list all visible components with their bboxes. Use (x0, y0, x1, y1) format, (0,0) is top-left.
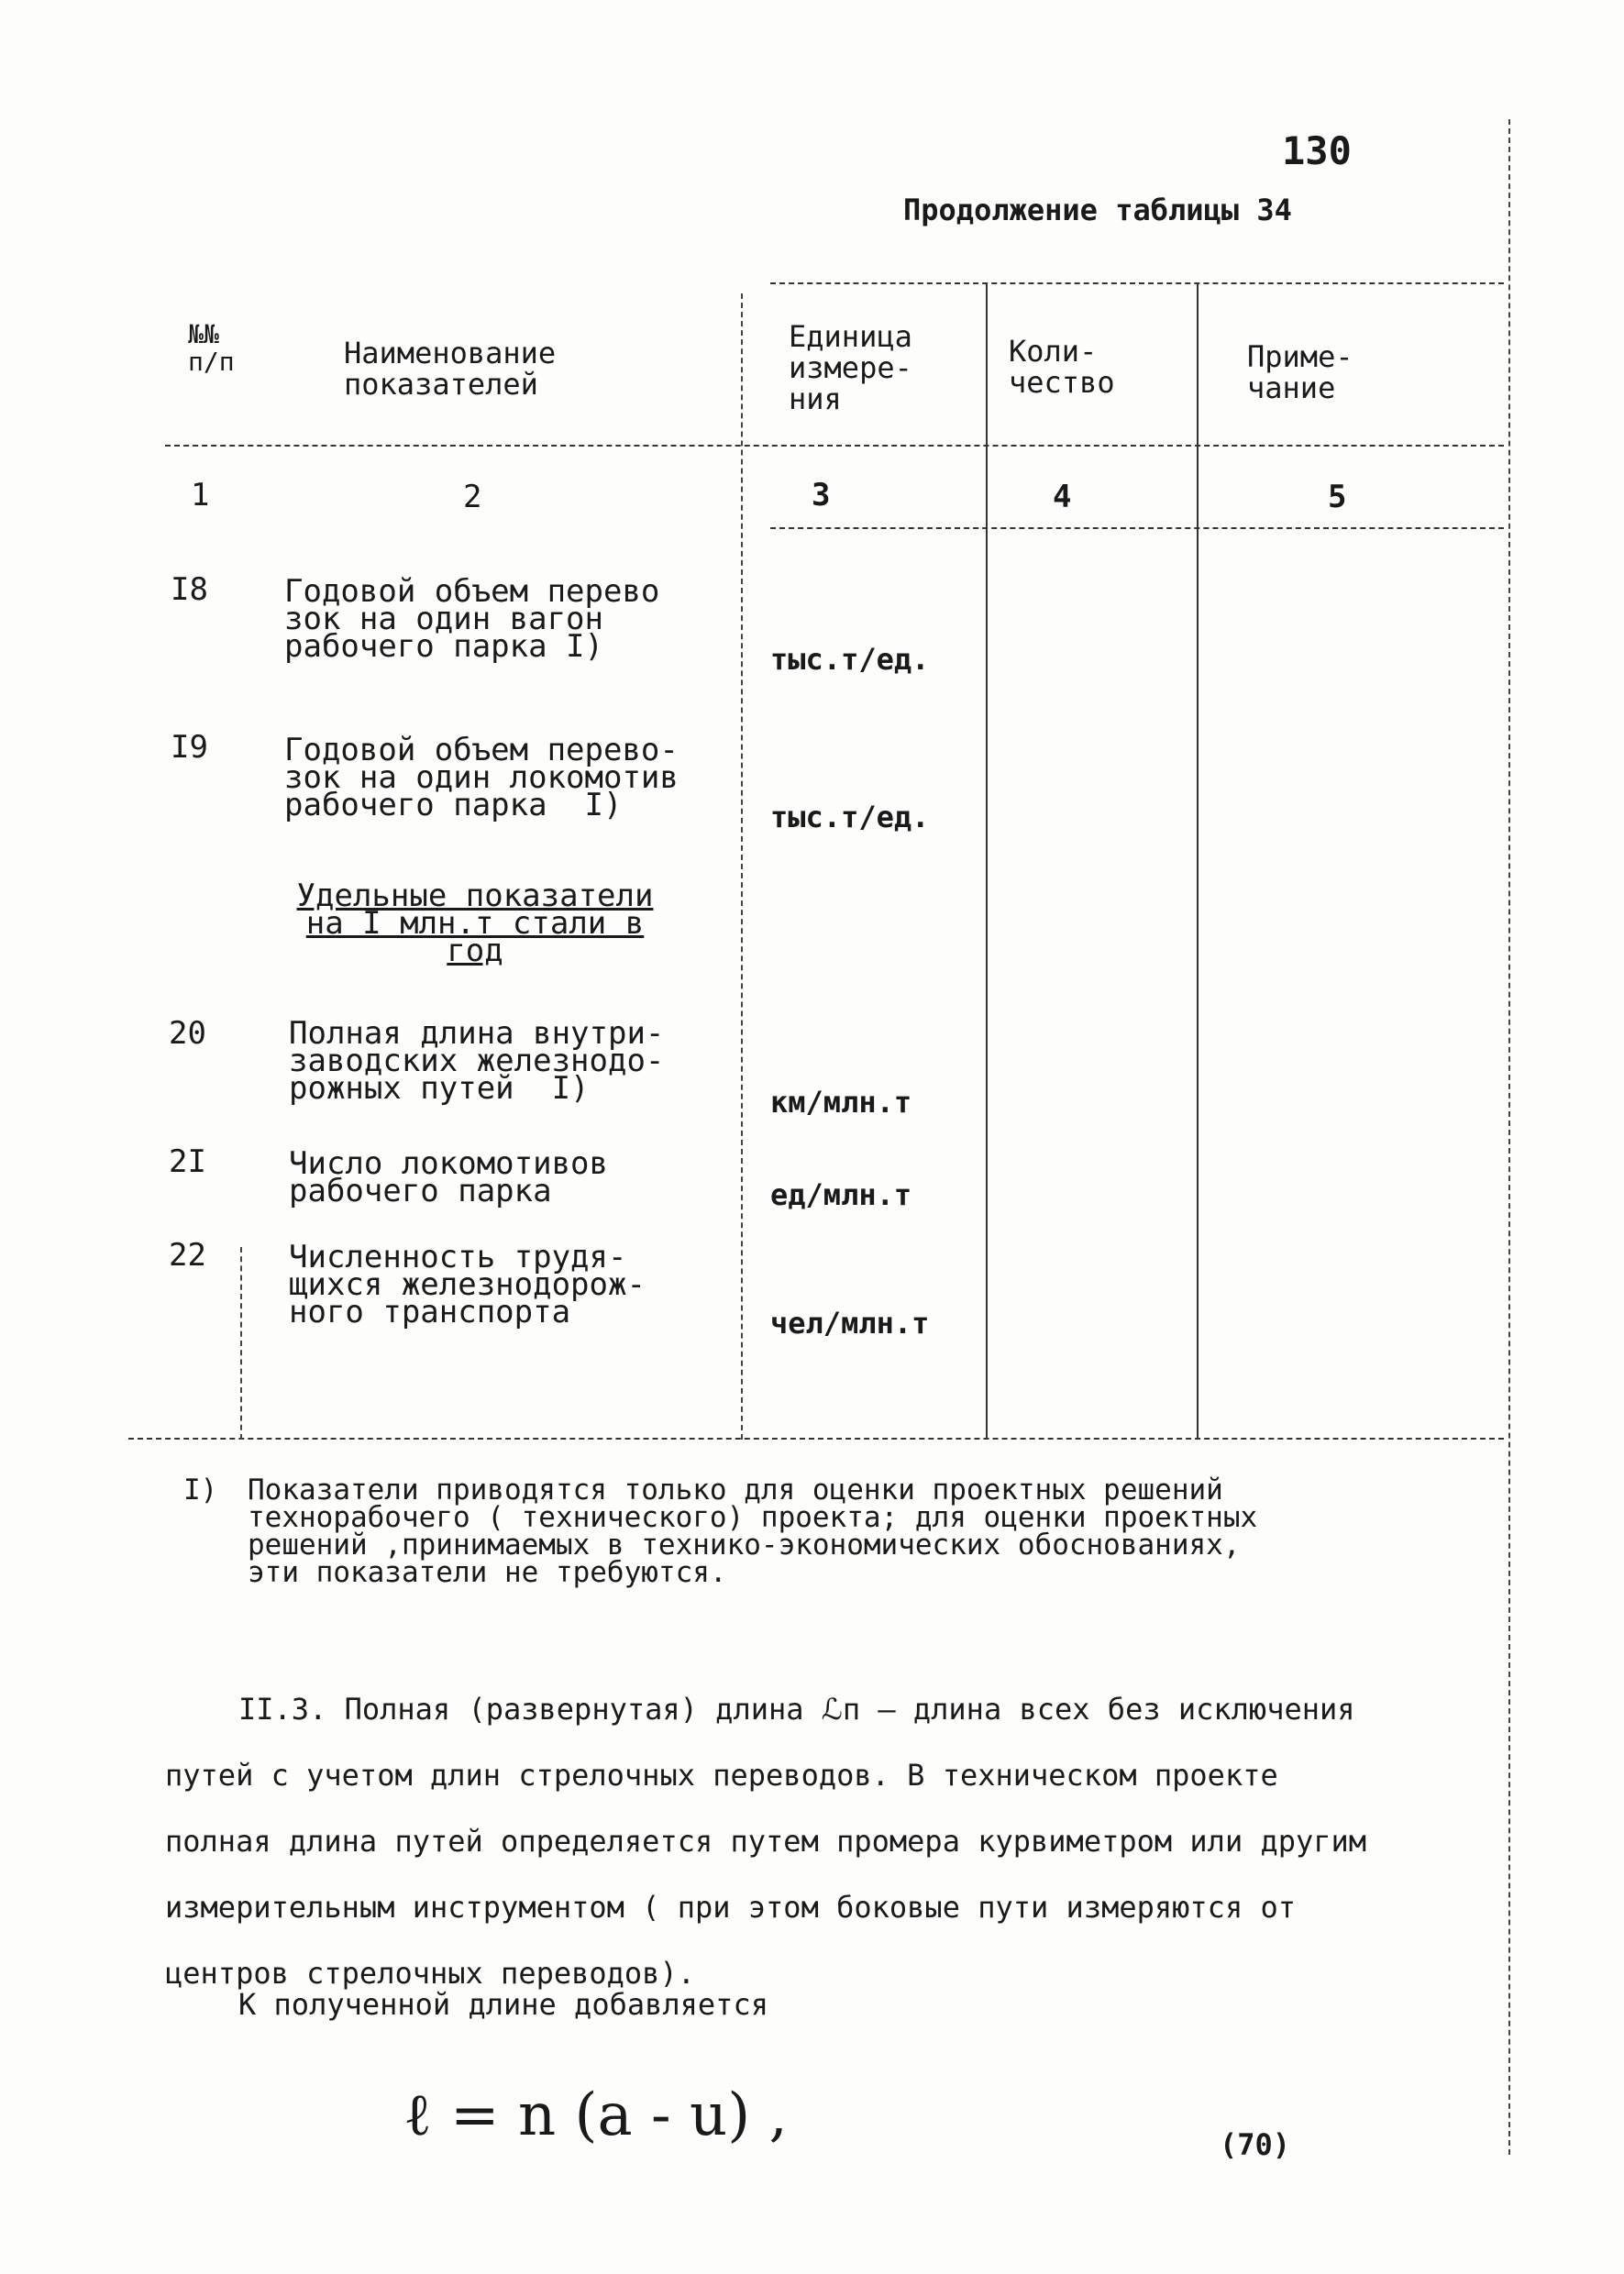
row-indicator-name: Полная длина внутри- заводских железнодо- рожных путей I) (289, 1015, 665, 1107)
header-note: Приме- чание (1247, 339, 1353, 405)
col-number-4: 4 (1053, 479, 1072, 515)
table-top-border (770, 282, 1504, 284)
footnote-mark: I) (183, 1474, 218, 1507)
col-divider-2-3 (741, 293, 743, 1440)
body-paragraph: К полученной длине добавляется (238, 1987, 768, 2022)
col-number-5: 5 (1328, 479, 1347, 515)
row-unit: ед/млн.т (770, 1177, 912, 1212)
table-caption: Продолжение таблицы 34 (903, 193, 1292, 227)
formula: ℓ = n (a - u) , (403, 2081, 788, 2149)
row-number: 2I (169, 1143, 206, 1180)
col-number-2: 2 (463, 479, 482, 515)
header-quantity: Коли- чество (1009, 334, 1115, 400)
row-number: I9 (171, 729, 208, 766)
row-indicator-name: Численность трудя- щихся железнодорож- ного транспорта (289, 1239, 646, 1330)
row-unit: чел/млн.т (770, 1306, 930, 1341)
row-indicator-name: Число локомотивов рабочего парка (289, 1145, 608, 1209)
colnum-divider (770, 527, 1504, 529)
row-indicator-name: Годовой объем перево- зок на один локомотив рабочего парка I) (284, 732, 679, 823)
table-bottom-border (128, 1438, 1504, 1440)
footnote-text: Показатели приводятся только для оценки проектных решений технорабочего ( технического) проекта; для оценки проектных решений ,принимаемых в технико-экономических обоснованиях, эти показатели не требуются. (248, 1474, 1258, 1589)
row-unit: км/млн.т (770, 1085, 912, 1120)
header-number: №№ п/п (188, 319, 235, 377)
page-number: 130 (1282, 128, 1352, 173)
row-unit: тыс.т/ед. (770, 642, 930, 677)
row-indicator-name: Годовой объем перево зок на один вагон рабочего парка I) (284, 573, 660, 665)
col-number-1: 1 (191, 477, 210, 513)
equation-number: (70) (1220, 2127, 1291, 2162)
header-indicator-name: Наименование показателей (344, 336, 557, 402)
header-unit: Единица измере- ния (789, 319, 912, 416)
col-divider-3-4 (986, 284, 988, 1440)
row-number: 22 (169, 1237, 206, 1274)
header-divider (165, 445, 1504, 447)
col-number-3: 3 (812, 477, 831, 513)
col-divider-1-2 (240, 1247, 242, 1440)
row-number: 20 (169, 1015, 206, 1052)
col-divider-4-5 (1197, 284, 1199, 1440)
body-paragraph: II.3. Полная (развернутая) длина ℒп – длина всех без исключения путей с учетом длин стрелочных переводов. В техническом проекте полная длина путей определяется путем промера курвиметром или другим измерительным инструментом ( при этом боковые пути измеряются от центров стрелочных переводов). (165, 1692, 1367, 1991)
row-number: I8 (171, 571, 208, 608)
table-right-edge (1508, 119, 1510, 2155)
row-unit: тыс.т/ед. (770, 800, 930, 834)
section-heading: Удельные показатели на I млн.т стали в год (296, 878, 654, 969)
table-footnote (183, 1474, 1467, 1589)
